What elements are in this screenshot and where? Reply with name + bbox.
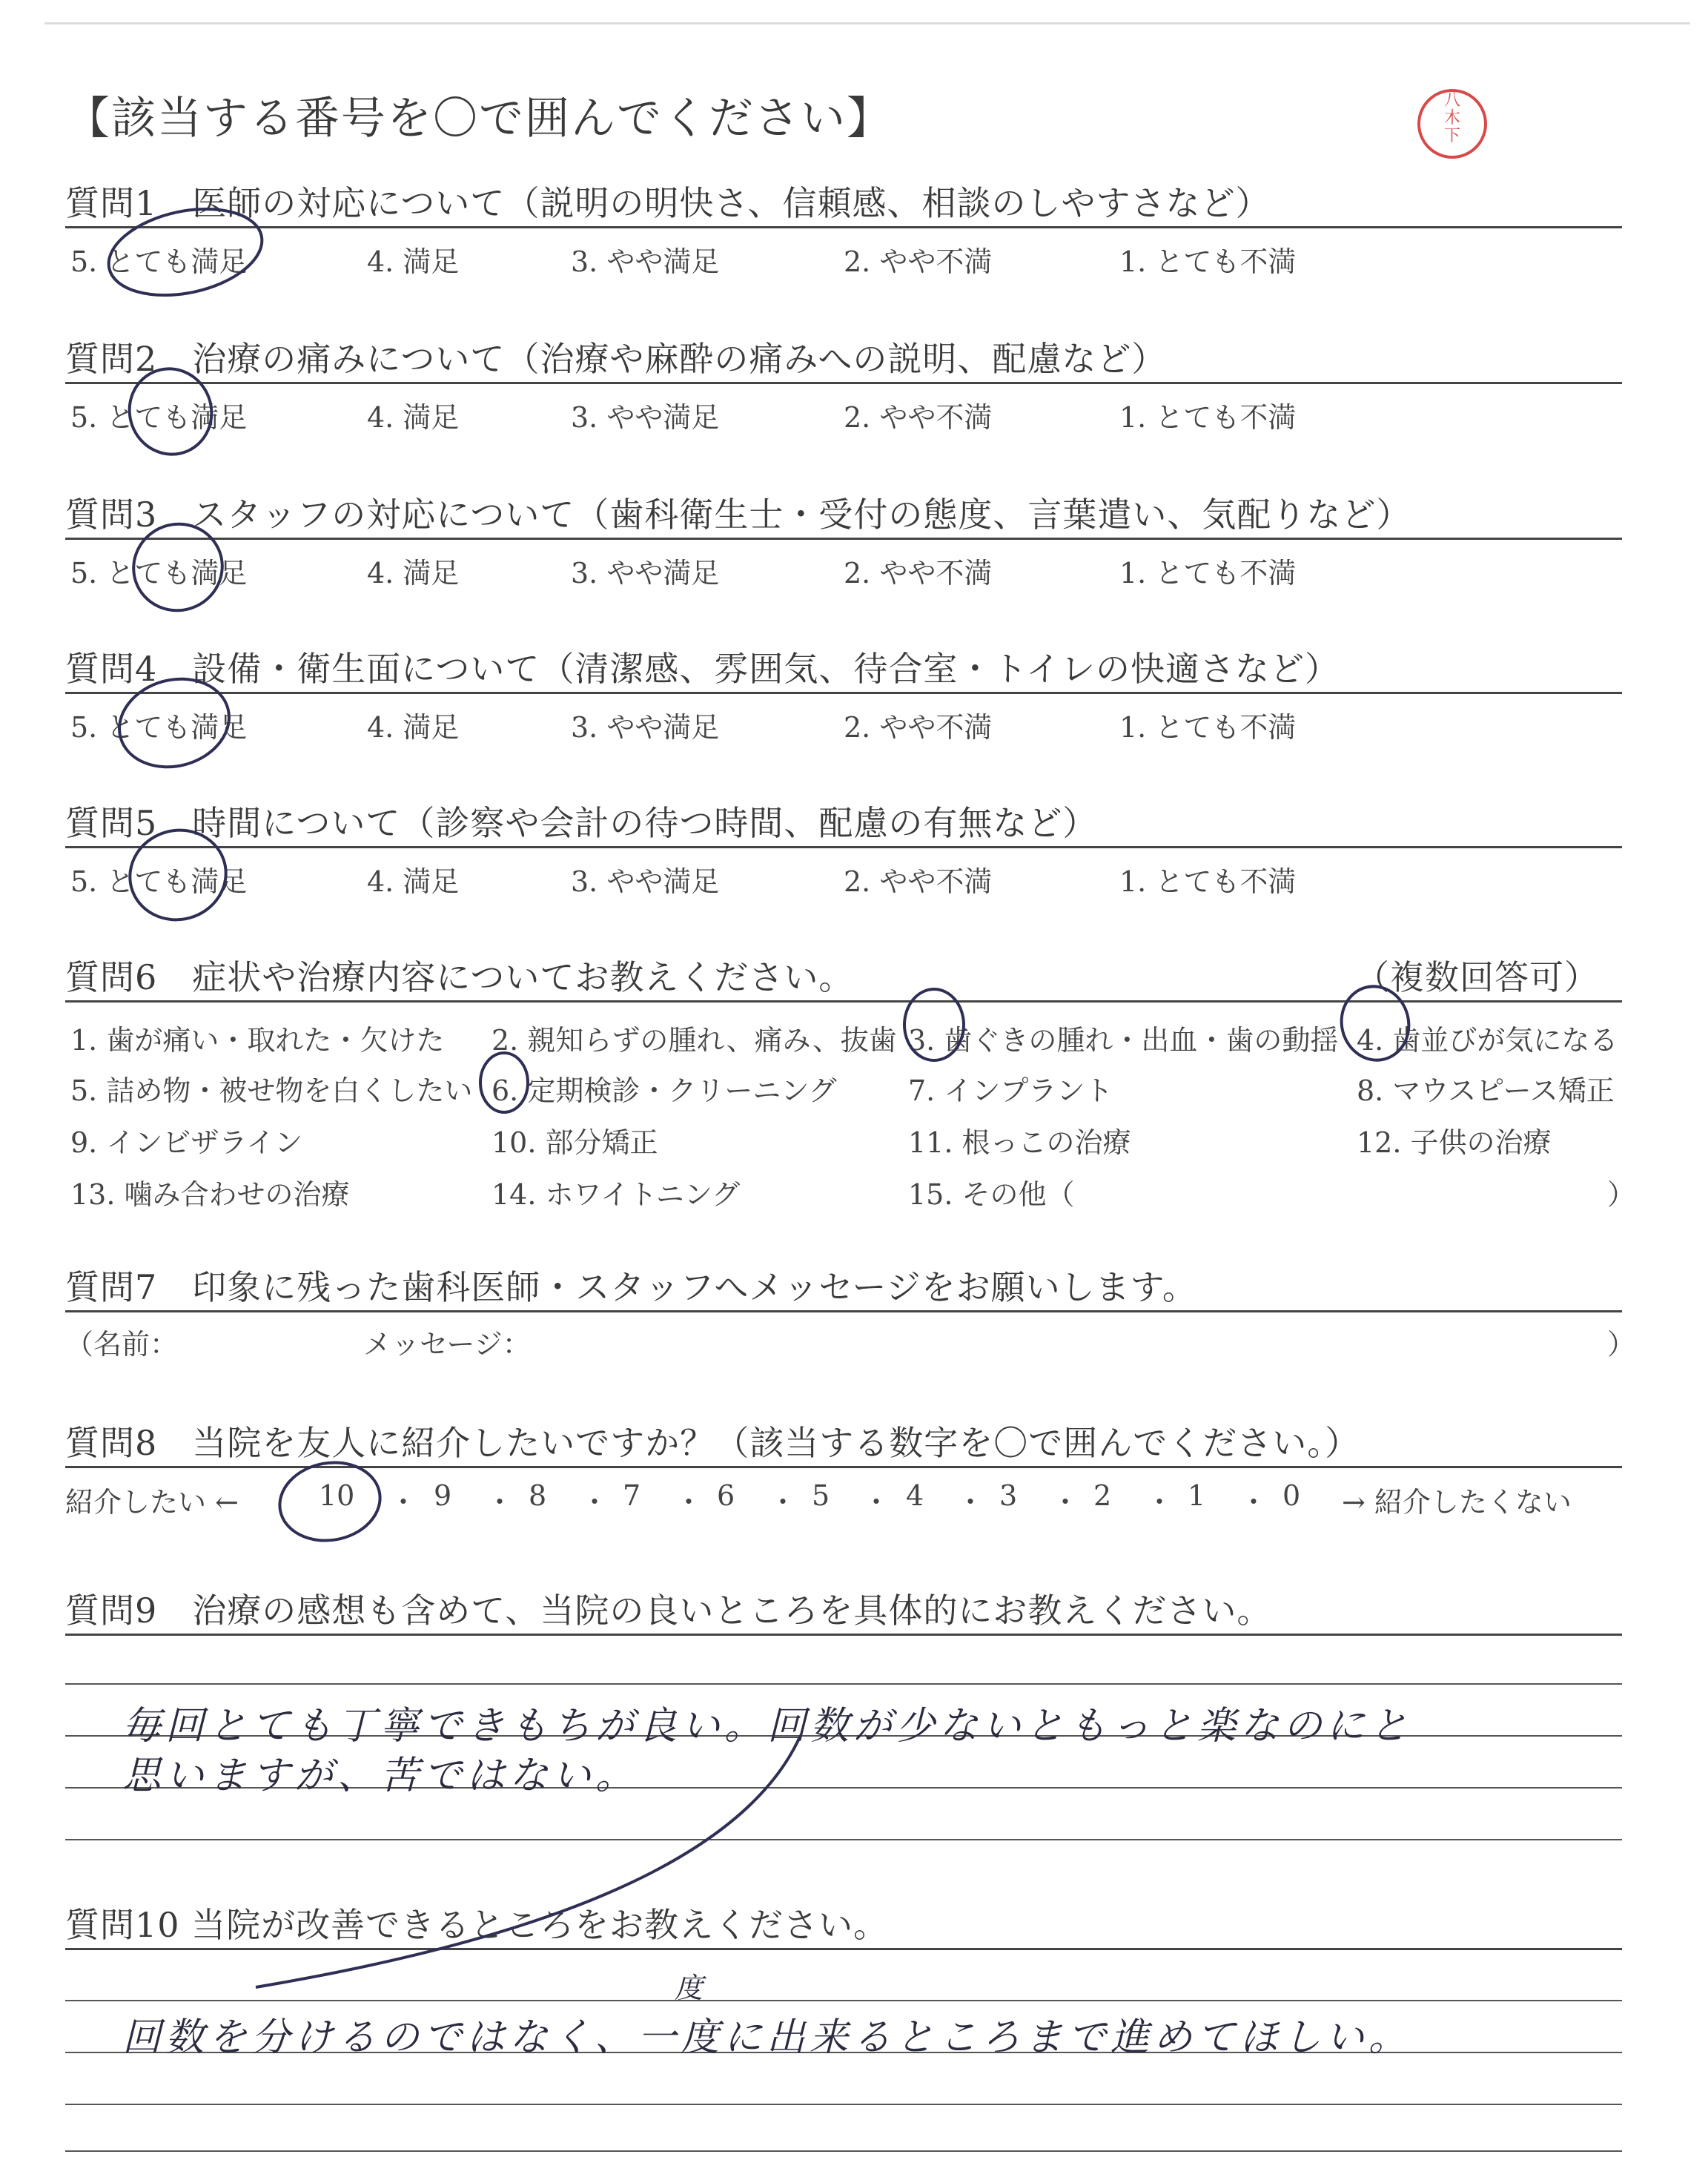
q7-name-label: （名前： bbox=[65, 1328, 179, 1361]
q2-option-4[interactable]: 4. 満足 bbox=[367, 401, 460, 434]
q5-option-1[interactable]: 1. とても不満 bbox=[1119, 865, 1297, 898]
q8-scale-4[interactable]: 4 bbox=[906, 1479, 924, 1512]
q10-line bbox=[65, 2150, 1622, 2152]
q8-sep: ・ bbox=[389, 1486, 418, 1519]
q6-item-11[interactable]: 11. 根っこの治療 bbox=[908, 1126, 1131, 1159]
q8-sep: ・ bbox=[862, 1486, 891, 1519]
q3-option-1[interactable]: 1. とても不満 bbox=[1119, 557, 1297, 589]
q5-option-2[interactable]: 2. やや不満 bbox=[844, 865, 993, 898]
q10-line bbox=[65, 2104, 1622, 2105]
q6-note: （複数回答可） bbox=[1355, 957, 1599, 997]
q8-scale-3[interactable]: 3 bbox=[999, 1479, 1018, 1512]
q6-item-1[interactable]: 1. 歯が痛い・取れた・欠けた bbox=[70, 1024, 445, 1057]
q5-title: 質問5 時間について（診察や会計の待つ時間、配慮の有無など） bbox=[65, 803, 1098, 843]
q6-item-2[interactable]: 2. 親知らずの腫れ、痛み、抜歯 bbox=[491, 1024, 897, 1057]
q8-sep: ・ bbox=[769, 1486, 798, 1519]
q6-item-10[interactable]: 10. 部分矯正 bbox=[491, 1126, 658, 1159]
q8-sep: ・ bbox=[1051, 1486, 1080, 1519]
q7-message-label: メッセージ： bbox=[363, 1328, 531, 1361]
q3-title: 質問3 スタッフの対応について（歯科衛生士・受付の態度、言葉遣い、気配りなど） bbox=[65, 495, 1411, 535]
q9-line bbox=[65, 1683, 1622, 1685]
q1-option-1[interactable]: 1. とても不満 bbox=[1119, 245, 1297, 278]
q5-rule bbox=[65, 846, 1622, 848]
q8-scale-2[interactable]: 2 bbox=[1093, 1479, 1112, 1512]
q7-rule bbox=[65, 1310, 1622, 1312]
q6-item-3[interactable]: 3. 歯ぐきの腫れ・出血・歯の動揺 bbox=[908, 1024, 1339, 1057]
q5-option-5[interactable]: 5. とても満足 bbox=[70, 865, 248, 898]
q3-option-5[interactable]: 5. とても満足 bbox=[70, 557, 248, 589]
q8-scale-1[interactable]: 1 bbox=[1188, 1479, 1206, 1512]
q10-handwritten-line-1: 回数を分けるのではなく、一度に出来るところまで進めてほしい。 bbox=[122, 2015, 1411, 2060]
q2-rule bbox=[65, 382, 1622, 384]
q5-option-3[interactable]: 3. やや満足 bbox=[571, 865, 720, 898]
q4-option-5[interactable]: 5. とても満足 bbox=[70, 711, 248, 744]
q8-sep: ・ bbox=[675, 1486, 704, 1519]
q6-item-13[interactable]: 13. 噛み合わせの治療 bbox=[70, 1178, 350, 1211]
q3-rule bbox=[65, 538, 1622, 540]
q8-sep: ・ bbox=[580, 1486, 609, 1519]
q9-handwritten-line-2: 思いますが、苦ではない。 bbox=[122, 1754, 639, 1798]
seal-stamp: 八 木 下 bbox=[1417, 89, 1487, 159]
q1-option-4[interactable]: 4. 満足 bbox=[367, 245, 460, 278]
q2-title: 質問2 治療の痛みについて（治療や麻酔の痛みへの説明、配慮など） bbox=[65, 339, 1167, 379]
q6-item-8[interactable]: 8. マウスピース矯正 bbox=[1357, 1074, 1615, 1107]
q4-option-2[interactable]: 2. やや不満 bbox=[844, 711, 993, 744]
q8-sep: ・ bbox=[1145, 1486, 1174, 1519]
q8-rule bbox=[65, 1466, 1622, 1468]
q1-option-5[interactable]: 5. とても満足 bbox=[70, 245, 248, 278]
q6-title: 質問6 症状や治療内容についてお教えください。 bbox=[65, 957, 854, 997]
q4-option-3[interactable]: 3. やや満足 bbox=[571, 711, 720, 744]
q9-rule bbox=[65, 1634, 1622, 1636]
q5-option-4[interactable]: 4. 満足 bbox=[367, 865, 460, 898]
q8-sep: ・ bbox=[1239, 1486, 1268, 1519]
q7-title: 質問7 印象に残った歯科医師・スタッフへメッセージをお願いします。 bbox=[65, 1267, 1197, 1307]
q10-rule bbox=[65, 1948, 1622, 1950]
q6-item-14[interactable]: 14. ホワイトニング bbox=[491, 1178, 741, 1211]
q4-rule bbox=[65, 692, 1622, 694]
q4-option-4[interactable]: 4. 満足 bbox=[367, 711, 460, 744]
q2-option-1[interactable]: 1. とても不満 bbox=[1119, 401, 1297, 434]
q8-title: 質問8 当院を友人に紹介したいですか？（該当する数字を〇で囲んでください。） bbox=[65, 1423, 1360, 1463]
q8-scale-7[interactable]: 7 bbox=[623, 1479, 641, 1512]
q3-option-3[interactable]: 3. やや満足 bbox=[571, 557, 720, 589]
q8-sep: ・ bbox=[486, 1486, 514, 1519]
q8-scale-9[interactable]: 9 bbox=[434, 1479, 452, 1512]
q8-right-label: → 紹介したくない bbox=[1342, 1486, 1572, 1519]
q8-scale-5[interactable]: 5 bbox=[812, 1479, 830, 1512]
page-title: 【該当する番号を〇で囲んでください】 bbox=[65, 93, 893, 145]
q6-rule bbox=[65, 1000, 1622, 1003]
q1-title: 質問1 医師の対応について（説明の明快さ、信頼感、相談のしやすさなど） bbox=[65, 183, 1271, 223]
q3-option-2[interactable]: 2. やや不満 bbox=[844, 557, 993, 589]
q10-line bbox=[65, 2000, 1622, 2001]
q1-option-3[interactable]: 3. やや満足 bbox=[571, 245, 720, 278]
q8-scale-10[interactable]: 10 bbox=[319, 1479, 355, 1512]
q6-item-6[interactable]: 6. 定期検診・クリーニング bbox=[491, 1074, 837, 1107]
q6-item-5[interactable]: 5. 詰め物・被せ物を白くしたい bbox=[70, 1074, 473, 1107]
q3-option-4[interactable]: 4. 満足 bbox=[367, 557, 460, 589]
q8-sep: ・ bbox=[956, 1486, 985, 1519]
q6-item-7[interactable]: 7. インプラント bbox=[908, 1074, 1113, 1107]
q8-scale-6[interactable]: 6 bbox=[717, 1479, 735, 1512]
q6-item-9[interactable]: 9. インビザライン bbox=[70, 1126, 303, 1159]
q9-handwritten-line-1: 毎回とても丁寧できもちが良い。回数が少ないともっと楽なのにと bbox=[122, 1704, 1413, 1748]
q6-item-15[interactable]: 15. その他（ bbox=[908, 1178, 1075, 1211]
q7-close: ） bbox=[1607, 1328, 1636, 1361]
q1-rule bbox=[65, 226, 1622, 228]
q2-option-2[interactable]: 2. やや不満 bbox=[844, 401, 993, 434]
q4-option-1[interactable]: 1. とても不満 bbox=[1119, 711, 1297, 744]
top-edge-line bbox=[44, 22, 1690, 24]
q8-scale-0[interactable]: 0 bbox=[1282, 1479, 1301, 1512]
q6-other-close: ） bbox=[1607, 1178, 1636, 1211]
q6-item-12[interactable]: 12. 子供の治療 bbox=[1357, 1126, 1552, 1159]
q6-item-4[interactable]: 4. 歯並びが気になる bbox=[1357, 1024, 1618, 1057]
q1-option-2[interactable]: 2. やや不満 bbox=[844, 245, 993, 278]
q2-option-5[interactable]: 5. とても満足 bbox=[70, 401, 248, 434]
q2-option-3[interactable]: 3. やや満足 bbox=[571, 401, 720, 434]
q10-title: 質問10 当院が改善できるところをお教えください。 bbox=[65, 1905, 889, 1945]
q8-scale-8[interactable]: 8 bbox=[529, 1479, 547, 1512]
q10-handwritten-correction: 度 bbox=[675, 1972, 708, 2004]
q8-left-label: 紹介したい ← bbox=[65, 1486, 239, 1519]
q9-title: 質問9 治療の感想も含めて、当院の良いところを具体的にお教えください。 bbox=[65, 1591, 1272, 1631]
q9-line bbox=[65, 1839, 1622, 1840]
q4-title: 質問4 設備・衛生面について（清潔感、雰囲気、待合室・トイレの快適さなど） bbox=[65, 649, 1340, 689]
